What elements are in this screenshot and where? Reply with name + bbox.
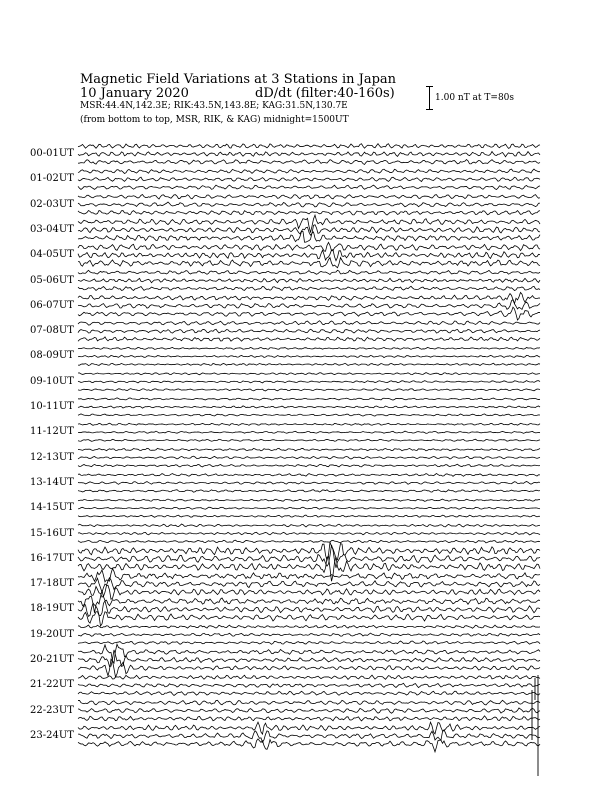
trace-msr: [78, 337, 540, 341]
row-label: 23-24UT: [30, 729, 74, 741]
trace-kag: [78, 195, 540, 199]
row-label: 12-13UT: [30, 451, 74, 463]
row-label: 15-16UT: [30, 527, 74, 539]
row-label: 22-23UT: [30, 704, 74, 716]
row-label: 06-07UT: [30, 299, 74, 311]
trace-kag: [78, 169, 540, 173]
row-label: 10-11UT: [30, 401, 74, 412]
trace-kag: [78, 722, 540, 734]
trace-kag: [78, 700, 540, 705]
trace-kag: [78, 568, 540, 581]
trace-rik: [78, 202, 540, 207]
row-label: 13-14UT: [30, 476, 74, 488]
trace-msr: [78, 515, 540, 517]
trace-kag: [78, 398, 540, 400]
trace-msr: [78, 739, 540, 752]
trace-msr: [78, 716, 540, 721]
trace-msr: [78, 160, 540, 165]
trace-msr: [78, 585, 540, 599]
row-label: 11-12UT: [30, 426, 74, 438]
trace-kag: [78, 242, 540, 251]
trace-rik: [78, 250, 540, 261]
trace-rik: [78, 683, 540, 687]
trace-rik: [78, 406, 540, 408]
trace-rik: [78, 431, 540, 433]
trace-msr: [78, 439, 540, 441]
row-label: 14-15UT: [30, 502, 74, 514]
trace-msr: [78, 659, 540, 677]
trace-kag: [78, 321, 540, 325]
row-label: 17-18UT: [30, 578, 74, 590]
trace-kag: [78, 347, 540, 349]
row-label: 03-04UT: [30, 223, 74, 235]
trace-rik: [78, 532, 540, 535]
trace-kag: [78, 524, 540, 527]
trace-kag: [78, 423, 540, 425]
trace-msr: [78, 185, 540, 189]
trace-msr: [78, 307, 540, 320]
trace-rik: [78, 177, 540, 181]
trace-rik: [78, 456, 540, 459]
trace-kag: [78, 373, 540, 375]
trace-rik: [78, 152, 540, 157]
trace-rik: [78, 650, 540, 667]
row-label: 19-20UT: [30, 628, 74, 640]
trace-msr: [78, 258, 540, 268]
filter-label: dD/dt (filter:40-160s): [255, 86, 395, 101]
trace-rik: [78, 329, 540, 333]
row-label: 08-09UT: [30, 350, 74, 362]
trace-kag: [78, 473, 540, 476]
row-label: 20-21UT: [30, 654, 74, 665]
trace-msr: [78, 464, 540, 467]
row-label: 09-10UT: [30, 375, 74, 387]
scale-label: 1.00 nT at T=80s: [435, 93, 515, 103]
trace-kag: [78, 144, 540, 149]
row-label: 02-03UT: [30, 198, 74, 210]
trace-rik: [78, 507, 540, 509]
chart-title: Magnetic Field Variations at 3 Stations in Japan: [80, 72, 397, 87]
trace-msr: [78, 490, 540, 492]
trace-msr: [78, 414, 540, 416]
trace-msr: [78, 641, 540, 644]
trace-rik: [78, 481, 540, 484]
trace-kag: [78, 675, 540, 679]
trace-rik: [78, 730, 540, 742]
trace-rik: [78, 300, 540, 310]
spike-mark: [532, 675, 538, 776]
row-label: 07-08UT: [30, 325, 74, 337]
trace-rik: [78, 381, 540, 383]
trace-msr: [78, 363, 540, 365]
date-label: 10 January 2020: [80, 86, 189, 101]
trace-kag: [78, 292, 540, 303]
trace-rik: [78, 708, 540, 713]
row-label: 05-06UT: [30, 274, 74, 286]
row-label: 04-05UT: [30, 249, 74, 261]
trace-kag: [78, 625, 540, 628]
trace-rik: [78, 278, 540, 282]
trace-kag: [78, 448, 540, 451]
row-label: 21-22UT: [30, 679, 74, 691]
trace-kag: [78, 270, 540, 274]
row-label: 00-01UT: [30, 148, 74, 159]
trace-rik: [78, 633, 540, 636]
row-label: 01-02UT: [30, 173, 74, 185]
order-note: (from bottom to top, MSR, RIK, & KAG) midnight=1500UT: [80, 115, 349, 125]
trace-msr: [78, 211, 540, 215]
trace-msr: [78, 389, 540, 391]
trace-rik: [78, 601, 540, 616]
trace-rik: [78, 355, 540, 357]
stations-label: MSR:44.4N,142.3E; RIK:43.5N,143.8E; KAG:31.5N,130.7E: [80, 101, 348, 111]
trace-msr: [78, 286, 540, 290]
trace-msr: [78, 540, 540, 543]
row-label: 18-19UT: [30, 603, 74, 615]
row-label: 16-17UT: [30, 552, 74, 564]
trace-kag: [78, 499, 540, 501]
trace-msr: [78, 691, 540, 695]
trace-msr: [78, 612, 540, 626]
